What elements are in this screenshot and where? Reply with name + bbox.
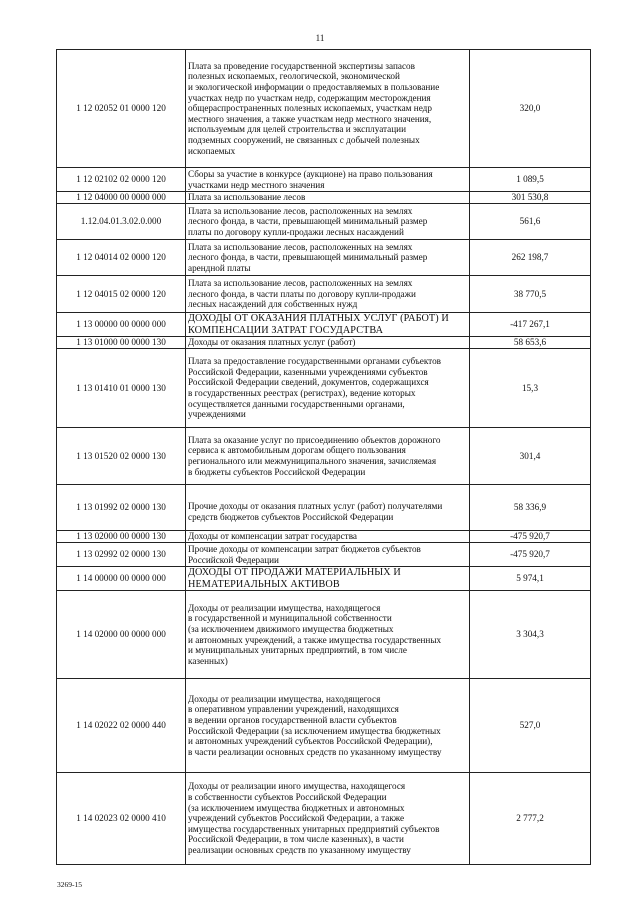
- amount: 58 336,9: [470, 485, 591, 531]
- table-row: [57, 543, 591, 567]
- table-row: [57, 773, 591, 865]
- revenue-description: ДОХОДЫ ОТ ПРОДАЖИ МАТЕРИАЛЬНЫХ И НЕМАТЕРИАЛЬНЫХ АКТИВОВ: [186, 567, 470, 591]
- amount: 527,0: [470, 679, 591, 773]
- budget-revenue-table: [56, 49, 591, 865]
- amount: 320,0: [470, 50, 591, 168]
- table-row: [57, 531, 591, 543]
- table-row: [57, 591, 591, 679]
- budget-code: 1 12 04014 02 0000 120: [57, 240, 186, 276]
- budget-code: 1.12.04.01.3.02.0.000: [57, 204, 186, 240]
- budget-code: 1 13 01410 01 0000 130: [57, 349, 186, 428]
- revenue-description: Доходы от оказания платных услуг (работ): [186, 337, 470, 349]
- budget-code: 1 13 01000 00 0000 130: [57, 337, 186, 349]
- table-row: [57, 50, 591, 168]
- budget-code: 1 14 02023 02 0000 410: [57, 773, 186, 865]
- table-row: [57, 313, 591, 337]
- amount: 58 653,6: [470, 337, 591, 349]
- budget-code: 1 13 02000 00 0000 130: [57, 531, 186, 543]
- table-row: [57, 204, 591, 240]
- revenue-description: Прочие доходы от компенсации затрат бюджетов субъектов Российской Федерации: [186, 543, 470, 567]
- revenue-description: Доходы от реализации иного имущества, находящегося в собственности субъектов Российской Федерации (за исключением имущества бюджетных и автономных учреждений субъектов Российской Федерации, а также имущества государственных унитарных предприятий субъектов Российской Федерации, в том числе казенных), в части реализации основных средств по указанному имуществу: [186, 773, 470, 865]
- budget-code: 1 14 00000 00 0000 000: [57, 567, 186, 591]
- amount: 15,3: [470, 349, 591, 428]
- budget-code: 1 13 01520 02 0000 130: [57, 428, 186, 485]
- budget-code: 1 13 00000 00 0000 000: [57, 313, 186, 337]
- revenue-description: Плата за использование лесов, расположенных на землях лесного фонда, в части, превышающей минимальный размер платы по договору купли-продажи лесных насаждений: [186, 204, 470, 240]
- amount: 262 198,7: [470, 240, 591, 276]
- table-row: [57, 349, 591, 428]
- budget-code: 1 12 02102 02 0000 120: [57, 168, 186, 192]
- revenue-description: Плата за предоставление государственными органами субъектов Российской Федерации, казенными учреждениями субъектов Российской Федерации сведений, документов, содержащихся в государственных реестрах (регистрах), ведение которых осуществляется данными государственными органами, учреждениями: [186, 349, 470, 428]
- table-row: [57, 679, 591, 773]
- revenue-description: Доходы от реализации имущества, находящегося в оперативном управлении учреждений, находящихся в ведении органов государственной власти субъектов Российской Федерации (за исключением имущества бюджетных и автономных учреждений субъектов Российской Федерации), в части реализации основных средств по указанному имуществу: [186, 679, 470, 773]
- revenue-description: Плата за использование лесов, расположенных на землях лесного фонда, в части платы по договору купли-продажи лесных насаждений для собственных нужд: [186, 276, 470, 313]
- revenue-description: ДОХОДЫ ОТ ОКАЗАНИЯ ПЛАТНЫХ УСЛУГ (РАБОТ) И КОМПЕНСАЦИИ ЗАТРАТ ГОСУДАРСТВА: [186, 313, 470, 337]
- table-row: [57, 168, 591, 192]
- table-row: [57, 428, 591, 485]
- revenue-description: Плата за использование лесов, расположенных на землях лесного фонда, в части, превышающей минимальный размер арендной платы: [186, 240, 470, 276]
- budget-code: 1 12 04015 02 0000 120: [57, 276, 186, 313]
- page-number: 11: [315, 33, 325, 43]
- amount: 1 089,5: [470, 168, 591, 192]
- budget-code: 1 14 02022 02 0000 440: [57, 679, 186, 773]
- revenue-description: Доходы от реализации имущества, находящегося в государственной и муниципальной собственности (за исключением движимого имущества бюджетных и автономных учреждений, а также имущества государственных и муниципальных унитарных предприятий, в том числе казенных): [186, 591, 470, 679]
- amount: 301 530,8: [470, 192, 591, 204]
- revenue-description: Плата за оказание услуг по присоединению объектов дорожного сервиса к автомобильным дорогам общего пользования регионального или межмуниципального значения, зачисляемая в бюджеты субъектов Российской Федерации: [186, 428, 470, 485]
- amount: -475 920,7: [470, 543, 591, 567]
- table-row: [57, 240, 591, 276]
- budget-code: 1 14 02000 00 0000 000: [57, 591, 186, 679]
- table-row: [57, 567, 591, 591]
- table-row: [57, 276, 591, 313]
- budget-code: 1 13 02992 02 0000 130: [57, 543, 186, 567]
- revenue-description: Доходы от компенсации затрат государства: [186, 531, 470, 543]
- footer-code: 3269-15: [57, 880, 82, 889]
- amount: 38 770,5: [470, 276, 591, 313]
- table-row: [57, 337, 591, 349]
- amount: 2 777,2: [470, 773, 591, 865]
- table-row: [57, 485, 591, 531]
- amount: 561,6: [470, 204, 591, 240]
- table-row: [57, 192, 591, 204]
- revenue-description: Сборы за участие в конкурсе (аукционе) на право пользования участками недр местного значения: [186, 168, 470, 192]
- amount: 3 304,3: [470, 591, 591, 679]
- amount: 301,4: [470, 428, 591, 485]
- revenue-description: Плата за использование лесов: [186, 192, 470, 204]
- revenue-description: Прочие доходы от оказания платных услуг (работ) получателями средств бюджетов субъектов Российской Федерации: [186, 485, 470, 531]
- amount: -475 920,7: [470, 531, 591, 543]
- amount: -417 267,1: [470, 313, 591, 337]
- budget-code: 1 12 04000 00 0000 000: [57, 192, 186, 204]
- budget-code: 1 13 01992 02 0000 130: [57, 485, 186, 531]
- budget-code: 1 12 02052 01 0000 120: [57, 50, 186, 168]
- revenue-description: Плата за проведение государственной экспертизы запасов полезных ископаемых, геологической, экономической и экологической информации о предоставляемых в пользование участках недр по участкам недр, содержащим месторождения общераспространенных полезных ископаемых, участкам недр местного значения, а также участкам недр местного значения, используемым для целей строительства и эксплуатации подземных сооружений, не связанных с добычей полезных ископаемых: [186, 50, 470, 168]
- amount: 5 974,1: [470, 567, 591, 591]
